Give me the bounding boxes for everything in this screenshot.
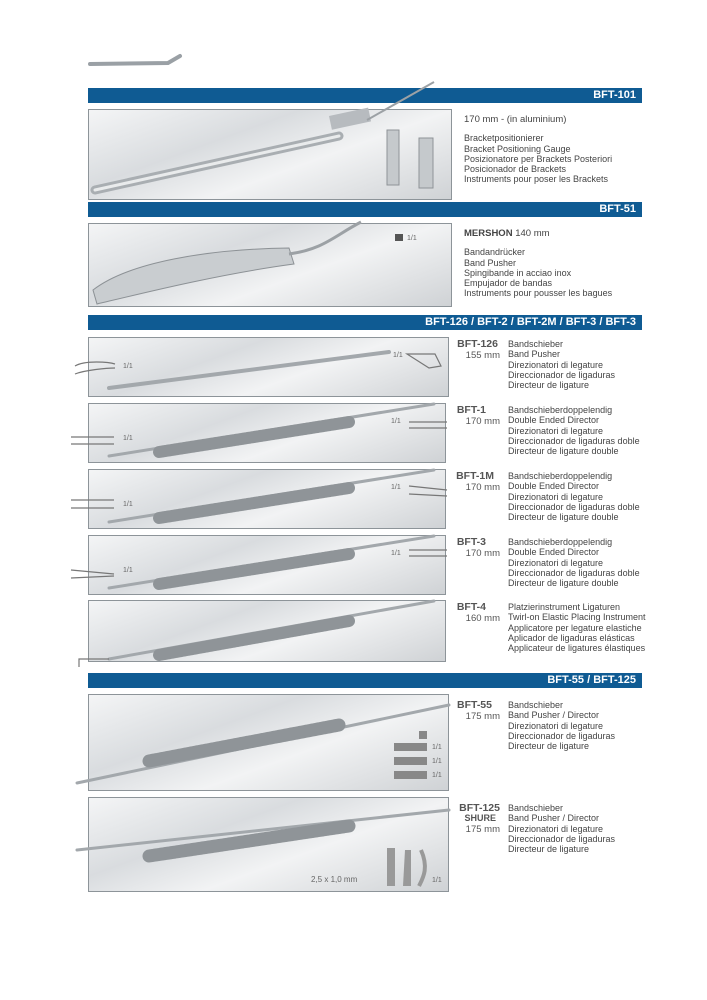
- scale-label: 1/1: [123, 435, 133, 442]
- desc-line: Direzionatori di legature: [508, 425, 604, 436]
- desc-line: Bracketpositionierer: [464, 133, 544, 144]
- tip-profile-icon: [387, 848, 395, 886]
- desc-line: Band Pusher: [508, 349, 561, 360]
- desc-line: Bandschieber: [508, 700, 564, 710]
- desc-line: Empujador de bandas: [464, 278, 553, 289]
- scale-label: 1/1: [391, 418, 401, 425]
- swatch-icon: [419, 731, 427, 739]
- desc-line: Direccionador de ligaduras doble: [508, 501, 640, 512]
- description-bft-126: [508, 339, 615, 390]
- scale-label: 1/1: [123, 567, 133, 574]
- section-header-bft-55-group: BFT-55 / BFT-125: [88, 673, 642, 688]
- desc-line: Directeur de ligature double: [508, 446, 619, 457]
- desc-line: Directeur de ligature: [508, 380, 590, 391]
- product-image-bft-3: [88, 535, 446, 595]
- desc-line: Direccionador de ligaduras doble: [508, 567, 640, 578]
- description-bft-125: [508, 803, 615, 854]
- desc-line: Applicatore per legature elastiche: [508, 622, 642, 633]
- desc-line: Directeur de ligature double: [508, 512, 619, 523]
- desc-line: Direccionador de ligaduras doble: [508, 435, 640, 446]
- product-image-bft-55: [88, 694, 449, 791]
- desc-line: Direzionatori di legature: [508, 359, 604, 370]
- tip-profile-icon: [403, 850, 411, 886]
- length-bft-1m: 170 mm: [465, 482, 500, 493]
- desc-line: Bandschieberdoppelendig: [508, 405, 613, 415]
- desc-line: Band Pusher / Director: [508, 710, 600, 721]
- length-bft-1: 170 mm: [465, 416, 500, 427]
- desc-line: Direzionatori di legature: [508, 491, 604, 502]
- desc-line: Directeur de ligature double: [508, 578, 619, 589]
- swatch-icon: [394, 771, 427, 779]
- desc-line: Double Ended Director: [508, 481, 600, 492]
- section-header-bft-101: BFT-101: [88, 88, 642, 103]
- desc-line: Posicionador de Brackets: [464, 164, 567, 175]
- desc-line: Directeur de ligature: [508, 844, 590, 855]
- product-image-bft-51: [88, 223, 452, 307]
- section-header-bft-51: BFT-51: [88, 202, 642, 217]
- code-bft-55: BFT-55: [456, 699, 492, 711]
- desc-line: Double Ended Director: [508, 547, 600, 558]
- desc-line: Instruments pour poser les Brackets: [464, 174, 609, 185]
- desc-line: Spingibande in acciao inox: [464, 267, 572, 278]
- scale-label: 1/1: [391, 550, 401, 557]
- code-bft-1: BFT-1: [456, 404, 486, 416]
- desc-line: Direzionatori di legature: [508, 823, 604, 834]
- length-bft-55: 175 mm: [465, 711, 500, 722]
- code-bft-4: BFT-4: [456, 601, 486, 613]
- desc-line: Posizionatore per Brackets Posteriori: [464, 153, 613, 164]
- product-image-bft-126: [88, 337, 449, 397]
- swatch-icon: [394, 743, 427, 751]
- desc-line: Bandschieberdoppelendig: [508, 471, 613, 481]
- product-image-bft-125: [88, 797, 449, 892]
- desc-line: Bandschieber: [508, 339, 564, 349]
- code-bft-125: BFT-125: [459, 802, 500, 814]
- code-bft-1m: BFT-1M: [456, 470, 494, 482]
- desc-line: Direccionador de ligaduras: [508, 730, 616, 741]
- spec-text: 170 mm - (in aluminium): [464, 114, 567, 125]
- description-bft-101: [464, 115, 612, 185]
- brand-bft-125: SHURE: [464, 813, 496, 823]
- desc-line: Directeur de ligature: [508, 741, 590, 752]
- desc-line: Twirl-on Elastic Placing Instrument: [508, 612, 646, 623]
- product-image-bft-1m: [88, 469, 446, 529]
- description-bft-51: [464, 229, 612, 299]
- length-bft-3: 170 mm: [465, 548, 500, 559]
- scale-label: 1/1: [432, 772, 442, 779]
- code-bft-126: BFT-126: [457, 338, 498, 350]
- desc-line: Instruments pour pousser les bagues: [464, 288, 613, 299]
- description-bft-1m: [508, 471, 640, 522]
- length-bft-125: 175 mm: [465, 824, 500, 835]
- desc-line: Bandschieber: [508, 803, 564, 813]
- desc-line: Bandschieberdoppelendig: [508, 537, 613, 547]
- desc-line: Direccionador de ligaduras: [508, 833, 616, 844]
- description-bft-3: [508, 537, 640, 588]
- scale-label: 1/1: [393, 352, 403, 359]
- desc-line: Direzionatori di legature: [508, 557, 604, 568]
- description-bft-4: [508, 602, 646, 653]
- desc-line: Double Ended Director: [508, 415, 600, 426]
- tip-profile-icon: [419, 850, 425, 886]
- scale-label: 1/1: [407, 235, 417, 242]
- scale-label: 1/1: [123, 501, 133, 508]
- length-label: 140 mm: [515, 228, 550, 239]
- product-image-bft-101: [88, 109, 452, 200]
- length-bft-4: 160 mm: [465, 613, 500, 624]
- description-bft-1: [508, 405, 640, 456]
- brand-label: MERSHON: [464, 228, 513, 239]
- scale-label: 1/1: [123, 363, 133, 370]
- scale-label: 1/1: [432, 877, 442, 884]
- desc-line: Direccionador de ligaduras: [508, 369, 616, 380]
- desc-line: Direzionatori di legature: [508, 720, 604, 731]
- desc-line: Aplicador de ligaduras elásticas: [508, 632, 635, 643]
- code-bft-3: BFT-3: [456, 536, 486, 548]
- desc-line: Band Pusher / Director: [508, 813, 600, 824]
- header-tool-icon: [88, 52, 188, 72]
- length-bft-126: 155 mm: [465, 350, 500, 361]
- desc-line: Band Pusher: [464, 257, 517, 268]
- desc-line: Bracket Positioning Gauge: [464, 143, 571, 154]
- mesh-swatch-icon: [395, 234, 403, 241]
- scale-label: 1/1: [432, 744, 442, 751]
- desc-line: Applicateur de ligatures élastiques: [508, 643, 646, 654]
- desc-line: Platzierinstrument Ligaturen: [508, 602, 621, 612]
- dimension-label: 2,5 x 1,0 mm: [311, 875, 358, 884]
- product-image-bft-1: [88, 403, 446, 463]
- description-bft-55: [508, 700, 615, 751]
- section-header-bft-126-group: BFT-126 / BFT-2 / BFT-2M / BFT-3 / BFT-3: [88, 315, 642, 330]
- product-image-bft-4: [88, 600, 446, 662]
- scale-label: 1/1: [391, 484, 401, 491]
- scale-label: 1/1: [432, 758, 442, 765]
- desc-line: Bandandrücker: [464, 247, 526, 258]
- swatch-icon: [394, 757, 427, 765]
